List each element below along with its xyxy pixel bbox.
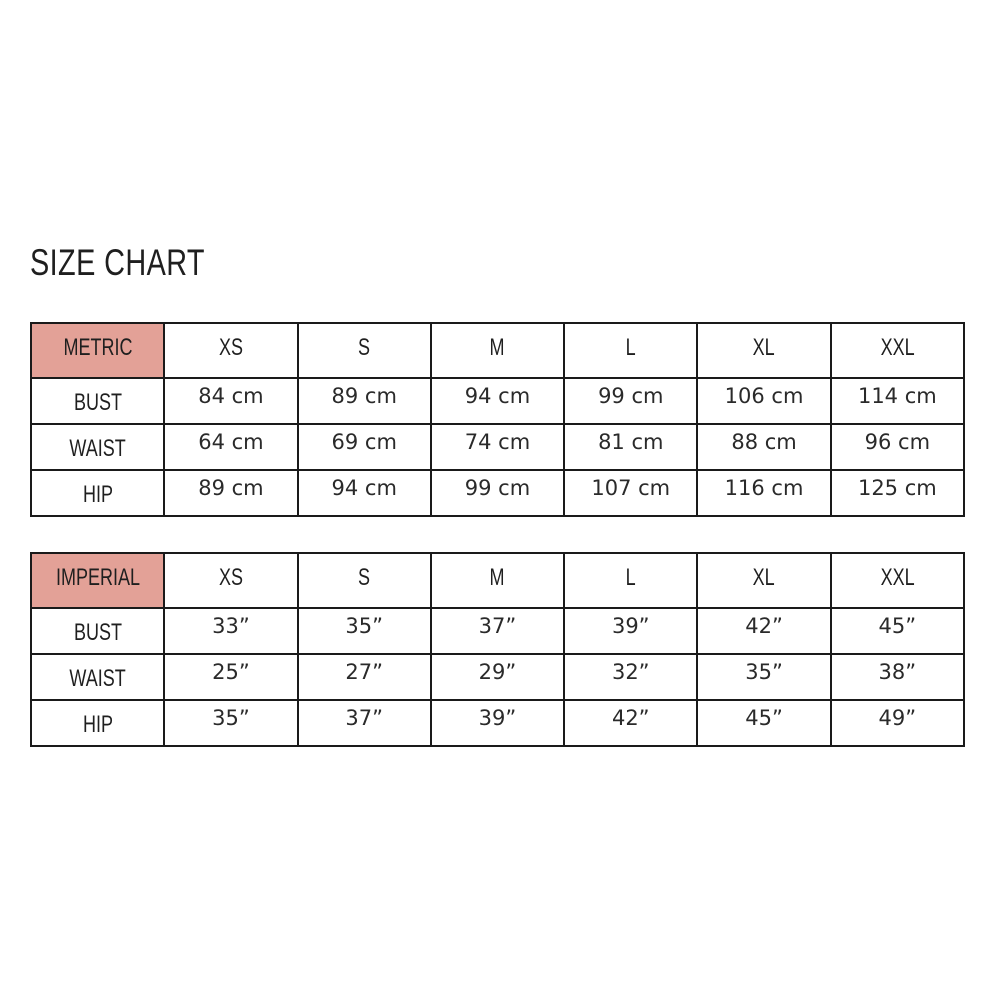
size-header-cell [298,553,431,608]
metric-size-table [30,322,965,517]
value-cell [298,654,431,700]
value-cell [431,378,564,424]
size-header: L [625,333,636,361]
measurement-value: 42” [745,614,783,638]
size-header-cell [298,323,431,378]
value-cell [431,700,564,746]
measurement-value: 35” [345,614,383,638]
size-header: XXL [880,333,915,361]
measurement-value: 106 cm [724,384,804,408]
measurement-value: 49” [878,706,917,730]
measurement-value: 88 cm [731,430,797,454]
size-header-cell [697,323,830,378]
measurement-value: 35” [212,706,250,730]
measurement-value: 39” [611,614,650,638]
measurement-value: 45” [745,706,783,730]
table-row [31,424,964,470]
measurement-value: 35” [745,660,783,684]
value-cell [697,470,830,516]
page-title: SIZE CHART [30,242,205,283]
value-cell [564,378,697,424]
value-cell [831,700,964,746]
measurement-value: 99 cm [464,476,531,500]
size-header-cell [431,553,564,608]
value-cell [697,424,830,470]
measurement-value: 81 cm [598,430,664,454]
value-cell [697,378,830,424]
value-cell [164,470,297,516]
value-cell [431,654,564,700]
measurement-value: 38” [878,660,917,684]
measurement-value: 94 cm [331,476,397,500]
measurement-value: 84 cm [198,384,264,408]
row-label-cell [31,608,164,654]
measurement-value: 64 cm [198,430,264,454]
value-cell [564,424,697,470]
measurement-value: 42” [611,706,650,730]
measurement-value: 89 cm [198,476,264,500]
size-header: S [358,563,371,591]
table-row [31,700,964,746]
size-header-cell [164,553,297,608]
unit-label-cell [31,553,164,608]
unit-label-cell [31,323,164,378]
table-header-row [31,553,964,608]
measurement-value: 99 cm [598,384,664,408]
measurement-value: 32” [611,660,650,684]
measurement-value: 116 cm [724,476,804,500]
value-cell [298,608,431,654]
measurement-value: 125 cm [857,476,937,500]
measurement-value: 74 cm [464,430,531,454]
measurement-value: 45” [878,614,917,638]
value-cell [164,700,297,746]
size-header-cell [164,323,297,378]
measurement-value: 69 cm [331,430,397,454]
table-header-row [31,323,964,378]
size-header: M [489,563,505,591]
size-header-cell [564,553,697,608]
row-label-cell [31,424,164,470]
measurement-value: 25” [212,660,250,684]
row-label: HIP [82,481,113,508]
size-header-cell [564,323,697,378]
row-label: BUST [73,389,122,416]
table-row [31,654,964,700]
value-cell [164,608,297,654]
value-cell [831,470,964,516]
value-cell [564,608,697,654]
value-cell [831,608,964,654]
measurement-value: 94 cm [464,384,531,408]
row-label-cell [31,378,164,424]
row-label-cell [31,700,164,746]
value-cell [697,700,830,746]
table-row [31,608,964,654]
value-cell [831,654,964,700]
table-row [31,470,964,516]
value-cell [564,654,697,700]
size-header: XS [218,333,243,361]
row-label: BUST [73,619,122,646]
value-cell [697,654,830,700]
table-row [31,378,964,424]
size-header-cell [831,323,964,378]
measurement-value: 27” [345,660,383,684]
row-label: WAIST [69,435,126,462]
value-cell [298,470,431,516]
measurement-value: 39” [478,706,517,730]
value-cell [831,378,964,424]
size-header: S [358,333,371,361]
value-cell [431,608,564,654]
value-cell [431,470,564,516]
size-header-cell [697,553,830,608]
value-cell [298,424,431,470]
unit-label: METRIC [63,333,133,361]
value-cell [298,378,431,424]
measurement-value: 107 cm [591,476,671,500]
size-header: L [625,563,636,591]
size-header: XL [753,333,776,361]
measurement-value: 89 cm [331,384,397,408]
row-label: HIP [82,711,113,738]
measurement-value: 96 cm [864,430,931,454]
value-cell [164,654,297,700]
row-label: WAIST [69,665,126,692]
value-cell [164,378,297,424]
measurement-value: 37” [345,706,383,730]
measurement-value: 114 cm [857,384,937,408]
measurement-value: 29” [478,660,517,684]
value-cell [564,470,697,516]
value-cell [164,424,297,470]
size-header: XXL [880,563,915,591]
row-label-cell [31,470,164,516]
value-cell [697,608,830,654]
value-cell [564,700,697,746]
size-header-cell [431,323,564,378]
row-label-cell [31,654,164,700]
size-header: XL [753,563,776,591]
size-header: XS [218,563,243,591]
value-cell [431,424,564,470]
measurement-value: 37” [478,614,517,638]
measurement-value: 33” [212,614,250,638]
value-cell [831,424,964,470]
imperial-size-table [30,552,965,747]
unit-label: IMPERIAL [55,563,140,591]
size-header-cell [831,553,964,608]
size-header: M [489,333,505,361]
value-cell [298,700,431,746]
